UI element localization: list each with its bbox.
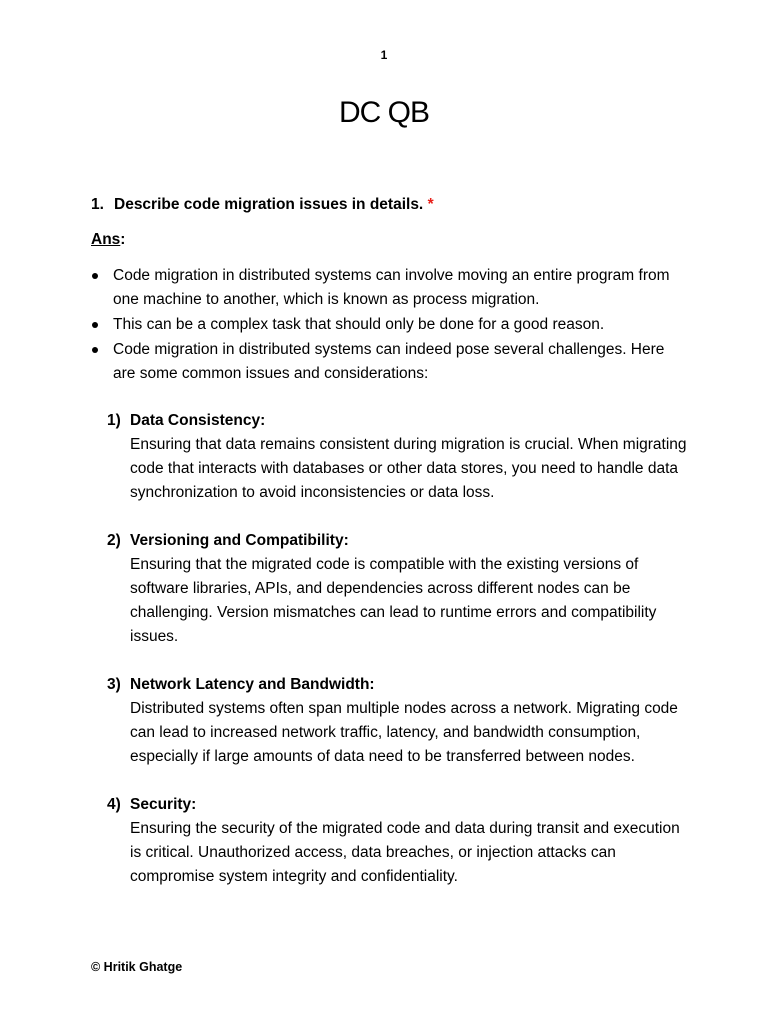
question-heading [91,196,434,214]
bullet-item: Code migration in distributed systems can indeed pose several challenges. Here are some common issues and considerations: [91,338,691,386]
answer-label [91,231,125,249]
issue-number: 2) [107,532,121,549]
issue-list [107,409,687,913]
issue-title: Network Latency and Bandwidth: [130,676,375,693]
issue-item [107,673,687,769]
question-text: Describe code migration issues in details. [114,196,424,213]
issue-item [107,793,687,889]
issue-item [107,529,687,649]
document-title: DC QB [338,96,429,129]
issue-body: Ensuring the security of the migrated code and data during transit and execution is critical. Unauthorized access, data breaches, or injection attacks can compromise system integrity and confidentiality. [130,820,680,885]
page-number: 1 [380,48,388,62]
issue-title: Security: [130,796,197,813]
issue-number: 4) [107,796,121,813]
bullet-item: This can be a complex task that should only be done for a good reason. [91,313,691,337]
issue-body: Distributed systems often span multiple nodes across a network. Migrating code can lead to increased network traffic, latency, and bandwidth consumption, especially if large amounts of data need to be transferred between nodes. [130,700,678,765]
issue-body: Ensuring that the migrated code is compatible with the existing versions of software libraries, APIs, and dependencies across different nodes can be challenging. Version mismatches can lead to runtime errors and compatibility issues. [130,556,657,645]
question-number: 1. [91,196,104,213]
answer-bullet-list [91,264,691,387]
issue-title: Data Consistency: [130,412,266,429]
bullet-item: Code migration in distributed systems can involve moving an entire program from one machine to another, which is known as process migration. [91,264,691,312]
answer-label-colon: : [120,231,126,248]
issue-title: Versioning and Compatibility: [130,532,349,549]
issue-number: 1) [107,412,121,429]
important-marker: * [427,196,434,213]
answer-label-text: Ans [91,231,121,248]
copyright-footer: © Hritik Ghatge [91,960,183,974]
issue-body: Ensuring that data remains consistent during migration is crucial. When migrating code that interacts with databases or other data stores, you need to handle data synchronization to avoid inconsistencies or data loss. [130,436,687,501]
issue-item [107,409,687,505]
issue-number: 3) [107,676,121,693]
